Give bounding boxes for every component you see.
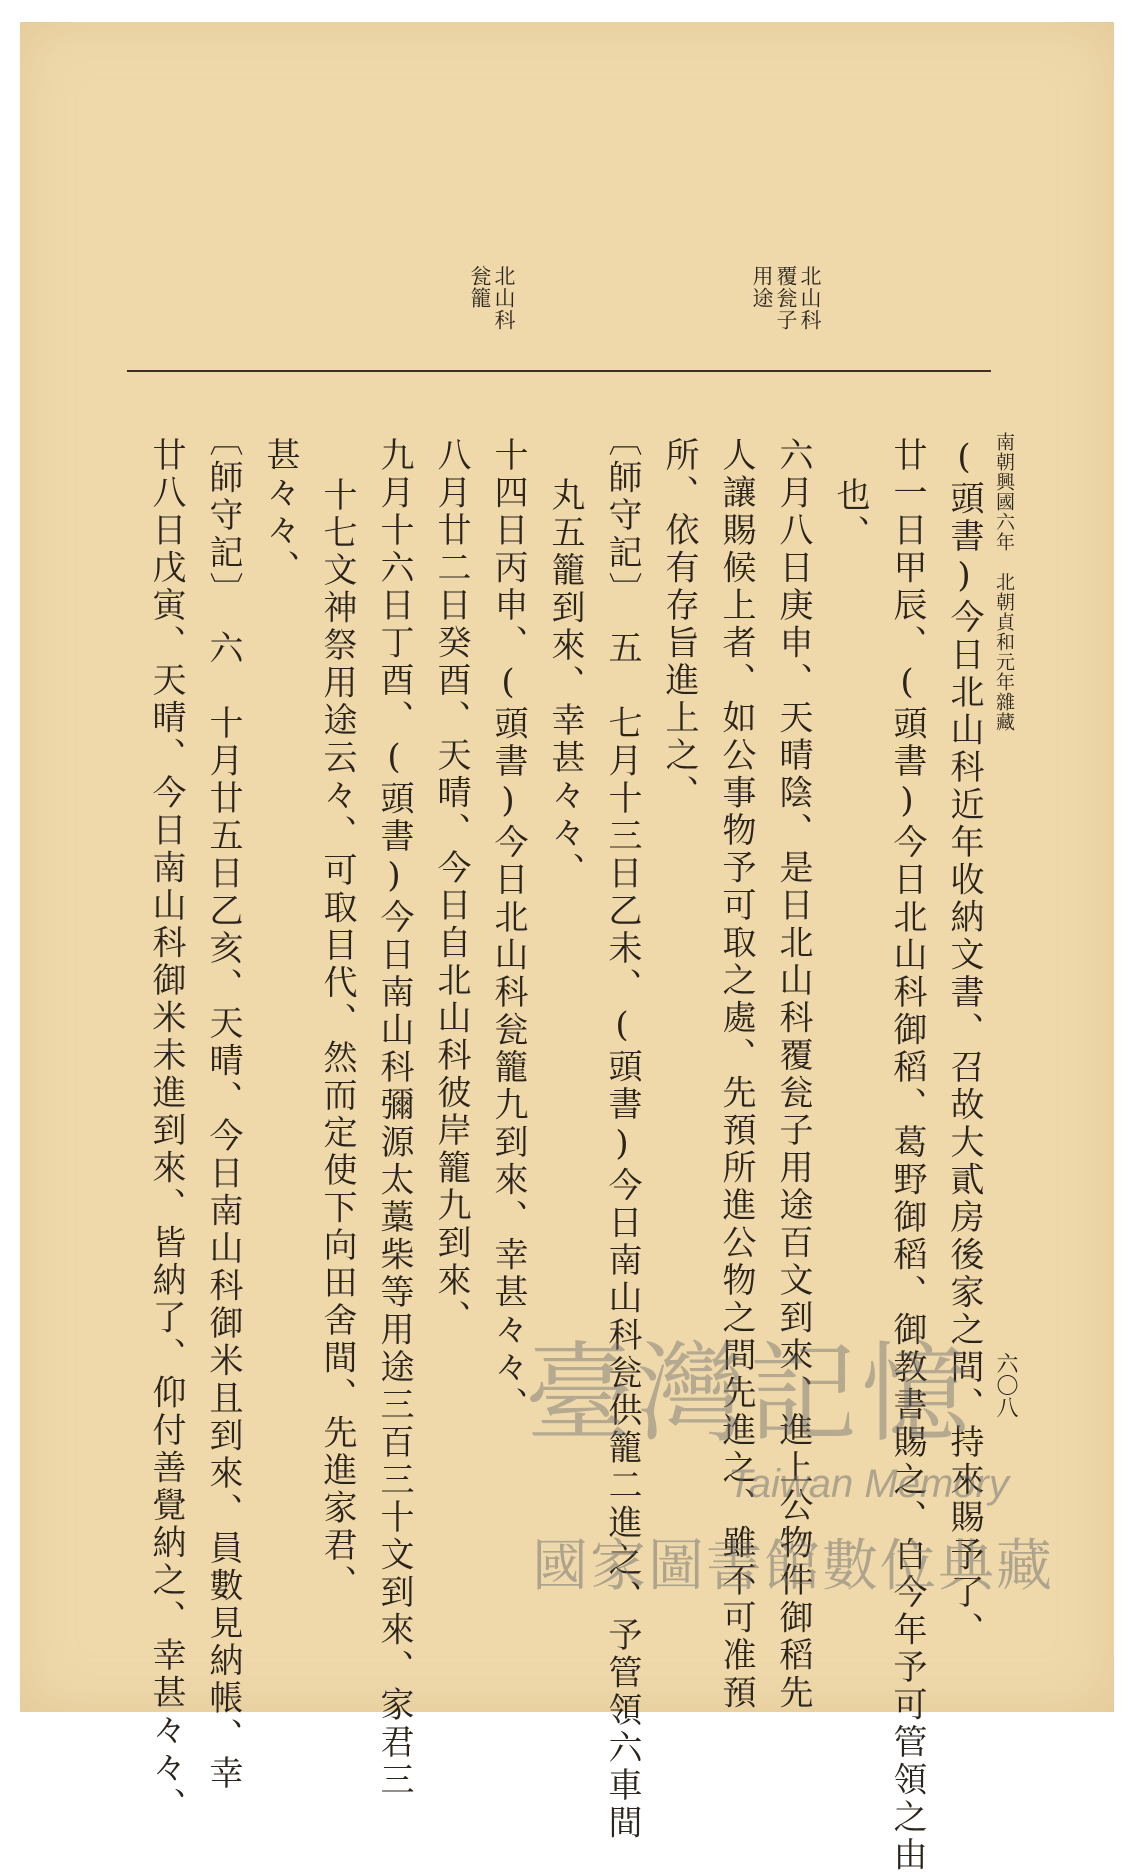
- text-column-15: 廿八日戊寅、天晴、今日南山科御米未進到來、皆納了、仰付善覺納之、幸甚々々、: [146, 437, 186, 1825]
- text-column-11: 九月十六日丁酉、(頭書)今日南山科彌源太藁柴等用途三百三十文到來、家君三: [374, 437, 414, 1799]
- margin-note-2: 北山科瓮籠: [468, 265, 516, 331]
- text-column-7: 〔師守記〕 五 七月十三日乙未、(頭書)今日南山科瓮供籠二進之、予管領六車間: [602, 422, 642, 1842]
- margin-note-1: 北山科覆瓮子用途: [750, 265, 822, 331]
- text-column-13: 甚々々、: [260, 437, 300, 587]
- text-column-5: 人讓賜候上者、如公事物予可取之處、先預所進公物之間先進之、雖不可准預: [716, 437, 756, 1712]
- text-column-2: 廿一日甲辰、(頭書)今日北山科御稻、葛野御稻、御教書賜之、自今年予可管領之由: [887, 437, 927, 1874]
- text-column-8: 丸五籠到來、幸甚々々、: [545, 477, 585, 890]
- watermark-latin: Taiwan Memory: [728, 1462, 1009, 1506]
- text-column-1: (頭書)今日北山科近年收納文書、召故大貳房後家之間、持來賜予了、: [944, 437, 984, 1649]
- document-page: [20, 22, 1114, 1874]
- page-number: 六〇八: [993, 1352, 1018, 1418]
- text-column-9: 十四日丙申、(頭書)今日北山科瓮籠九到來、幸甚々々、: [488, 437, 528, 1424]
- text-column-6: 所、依有存旨進上之、: [659, 437, 699, 812]
- watermark-calligraphy: 臺灣記憶: [525, 1332, 974, 1457]
- text-column-4: 六月八日庚申、天晴陰、是日北山科覆瓮子用途百文到來、進上公物件御稻先: [773, 437, 813, 1712]
- text-column-3: 也、: [830, 477, 870, 552]
- text-column-12: 十七文神祭用途云々、可取目代、然而定使下向田舍間、先進家君、: [317, 477, 357, 1602]
- running-header: 南朝興國六年 北朝貞和元年雜藏: [993, 432, 1015, 732]
- watermark-library: 國家圖書館數位典藏: [532, 1534, 1054, 1599]
- text-column-14: 〔師守記〕 六 十月廿五日乙亥、天晴、今日南山科御米且到來、員數見納帳、幸: [203, 422, 243, 1793]
- horizontal-rule: [127, 370, 991, 372]
- text-column-10: 八月廿二日癸酉、天晴、今日自北山科彼岸籠九到來、: [431, 437, 471, 1337]
